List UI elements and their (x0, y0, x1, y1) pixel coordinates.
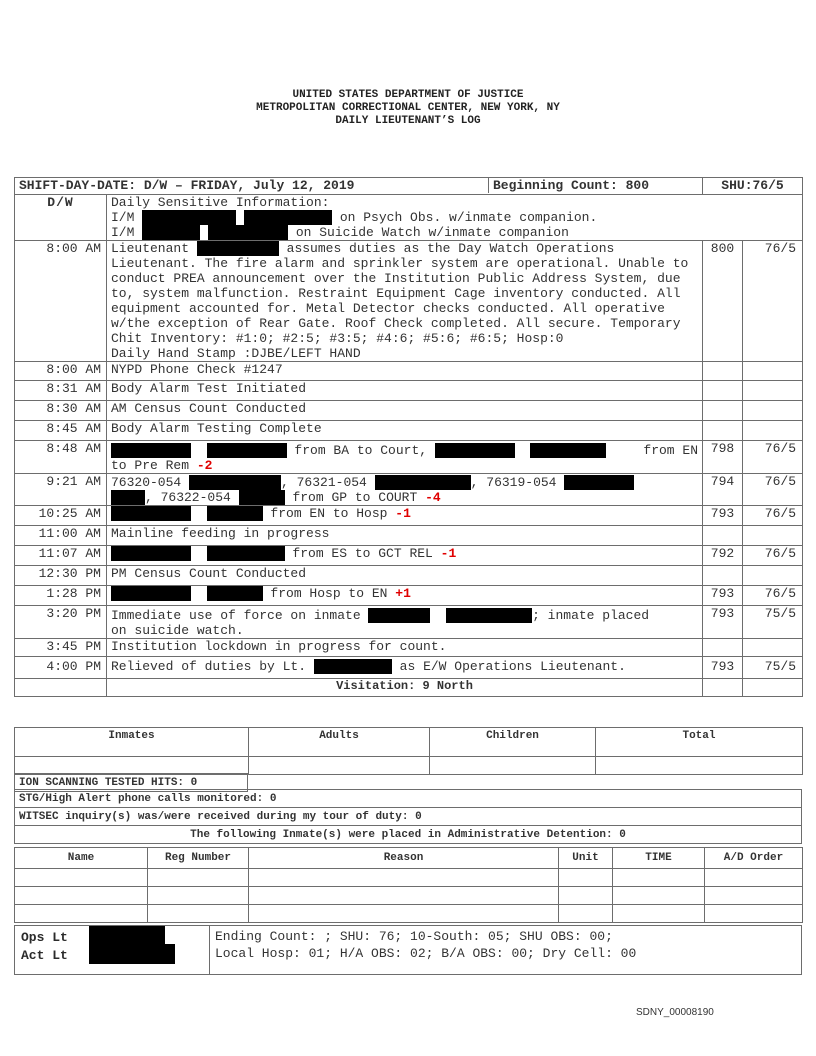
entry-text-part: to Pre Rem (111, 458, 190, 473)
ending-line-2: Local Hosp: 01; H/A OBS: 02; B/A OBS: 00; Dry Cell: 00 (215, 946, 637, 961)
redaction (314, 659, 392, 674)
im-label: I/M (111, 225, 135, 240)
entry-time: 11:00 AM (15, 526, 107, 546)
log-entry (15, 362, 803, 381)
shu-count: SHU:76/5 (703, 178, 803, 195)
entry-text (107, 474, 703, 506)
visitation-cell (15, 757, 249, 775)
entry-text (107, 506, 703, 526)
reg-number: , 76319-054 (470, 475, 557, 490)
log-entry (15, 474, 803, 506)
table-cell (559, 905, 613, 923)
entry-text (107, 586, 703, 606)
entry-text-part: from EN (643, 443, 698, 458)
ending-count (215, 928, 636, 962)
entry-time: 3:20 PM (15, 606, 107, 639)
log-entry (15, 606, 803, 639)
entry-time: 1:28 PM (15, 586, 107, 606)
entry-text: AM Census Count Conducted (107, 401, 703, 421)
admin-detention-table (14, 847, 803, 923)
entry-count (703, 526, 743, 546)
table-cell (705, 869, 803, 887)
log-entry (15, 421, 803, 441)
log-entry (15, 546, 803, 566)
visitation-label: Visitation: 9 North (107, 679, 703, 697)
entry-text (107, 241, 703, 362)
entry-count (703, 401, 743, 421)
im-label: I/M (111, 210, 135, 225)
redaction (435, 443, 515, 458)
redaction (142, 210, 236, 225)
table-cell (559, 887, 613, 905)
table-cell (15, 869, 148, 887)
document-id: SDNY_00008190 (636, 1007, 714, 1018)
entry-count: 794 (703, 474, 743, 506)
header-line-1: UNITED STATES DEPARTMENT OF JUSTICE (292, 89, 524, 101)
footer-box (14, 925, 802, 975)
entry-time: 9:21 AM (15, 474, 107, 506)
redaction (142, 225, 200, 240)
table-cell (249, 887, 559, 905)
entry-shu (743, 566, 803, 586)
entry-count: 793 (703, 506, 743, 526)
entry-count: 792 (703, 546, 743, 566)
table-cell (613, 869, 705, 887)
visitation-row (15, 679, 803, 697)
redaction (111, 546, 191, 561)
entry-shu: 76/5 (743, 586, 803, 606)
redaction (244, 210, 332, 225)
entry-text-part: on suicide watch. (111, 623, 244, 638)
redaction (207, 586, 263, 601)
entry-count: 793 (703, 606, 743, 639)
reg-number: , 76322-054 (145, 490, 231, 505)
entry-time: 4:00 PM (15, 657, 107, 679)
entry-count (703, 639, 743, 657)
entry-shu: 76/5 (743, 506, 803, 526)
count-delta: -4 (425, 490, 441, 505)
count-delta: +1 (395, 586, 411, 601)
entry-text-part: from ES to GCT REL (292, 546, 433, 561)
entry-shu (743, 381, 803, 401)
entry-count: 793 (703, 657, 743, 679)
count-delta: -1 (395, 506, 411, 521)
daily-log-table (14, 177, 803, 697)
redaction (111, 490, 145, 505)
log-entry (15, 639, 803, 657)
entry-shu: 76/5 (743, 546, 803, 566)
visitation-col-total: Total (596, 728, 803, 757)
log-entry (15, 506, 803, 526)
admin-detention-title: The following Inmate(s) were placed in Administrative Detention: 0 (15, 826, 802, 844)
entry-time: 10:25 AM (15, 506, 107, 526)
redaction (207, 443, 287, 458)
visitation-col-children: Children (430, 728, 596, 757)
count-delta: -1 (440, 546, 457, 561)
log-entry (15, 401, 803, 421)
entry-text: NYPD Phone Check #1247 (107, 362, 703, 381)
table-cell (613, 887, 705, 905)
entry-shu (743, 362, 803, 381)
sensitive-info-row (15, 195, 803, 241)
log-entry (15, 381, 803, 401)
entry-time: 3:45 PM (15, 639, 107, 657)
entry-count: 793 (703, 586, 743, 606)
entry-text (107, 606, 703, 639)
redaction (89, 926, 165, 946)
entry-shu: 76/5 (743, 474, 803, 506)
entry-text-part: from GP to COURT (292, 490, 418, 505)
sensitive-title: Daily Sensitive Information: (111, 195, 330, 210)
reg-number: , 76321-054 (281, 475, 367, 490)
redaction (207, 546, 285, 561)
monitoring-table (14, 789, 802, 844)
header-line-3: DAILY LIEUTENANT’S LOG (335, 115, 481, 127)
table-cell (705, 887, 803, 905)
entry-shu: 76/5 (743, 441, 803, 474)
entry-text-part: from EN to Hosp (270, 506, 388, 521)
shift-header-row (15, 178, 803, 195)
table-cell (559, 869, 613, 887)
ion-scanning: ION SCANNING TESTED HITS: 0 (15, 774, 248, 792)
empty-cell (15, 679, 107, 697)
col-reg-number: Reg Number (148, 848, 249, 869)
entry-count (703, 381, 743, 401)
ending-line-1: Ending Count: ; SHU: 76; 10-South: 05; SHU OBS: 00; (215, 929, 613, 944)
visitation-col-adults: Adults (249, 728, 430, 757)
log-entry (15, 566, 803, 586)
redaction (239, 490, 285, 505)
table-cell (249, 905, 559, 923)
entry-count: 798 (703, 441, 743, 474)
table-cell (148, 869, 249, 887)
entry-count (703, 362, 743, 381)
entry-time: 8:00 AM (15, 241, 107, 362)
entry-time: 8:48 AM (15, 441, 107, 474)
entry-time: 8:45 AM (15, 421, 107, 441)
redaction (530, 443, 606, 458)
log-entry (15, 241, 803, 362)
entry-text-part: from BA to Court, (294, 443, 428, 458)
log-entry (15, 526, 803, 546)
entry-text: PM Census Count Conducted (107, 566, 703, 586)
table-cell (705, 905, 803, 923)
document-header (0, 89, 816, 128)
col-ad-order: A/D Order (705, 848, 803, 869)
suicide-watch-text: on Suicide Watch w/inmate companion (295, 225, 569, 240)
entry-text-part: ; inmate placed (532, 608, 650, 623)
act-lt-label: Act Lt (21, 948, 68, 963)
entry-time: 8:30 AM (15, 401, 107, 421)
psych-obs-text: on Psych Obs. w/inmate companion. (339, 210, 598, 225)
redaction (207, 506, 263, 521)
col-name: Name (15, 848, 148, 869)
entry-shu (743, 526, 803, 546)
count-delta: -2 (196, 458, 213, 473)
entry-body: Lieutenant. The fire alarm and sprinkler system are operational. Unable to conduct PREA announcement over the Institution Public Address System, due to, system malfunction. Restraint Equipment Cage inventory conducted. All equipment accounted for. Metal Detector checks conducted. All operative w/the exception of Rear Gate. Roof Check completed. All secure. Temporary Chit Inventory: #1:0; #2:5; #3:5; #4:6; #5:6; #6:5; Hosp:0 (111, 256, 689, 346)
redaction (189, 475, 281, 490)
redaction (111, 506, 191, 521)
redaction (208, 225, 288, 240)
table-cell (15, 905, 148, 923)
entry-text-part: from Hosp to EN (270, 586, 388, 601)
entry-shu: 76/5 (743, 241, 803, 362)
footer-divider (209, 926, 210, 974)
hand-stamp: Daily Hand Stamp :DJBE/LEFT HAND (111, 346, 361, 361)
ops-lt-label: Ops Lt (21, 930, 68, 945)
stg-calls: STG/High Alert phone calls monitored: 0 (15, 790, 802, 808)
header-line-2: METROPOLITAN CORRECTIONAL CENTER, NEW YORK, NY (256, 102, 560, 114)
redaction (197, 241, 279, 256)
col-time: TIME (613, 848, 705, 869)
entry-shu (743, 421, 803, 441)
visitation-cell (596, 757, 803, 775)
shift-day-date: SHIFT-DAY-DATE: D/W – FRIDAY, July 12, 2019 (19, 178, 355, 193)
entry-shu (743, 639, 803, 657)
visitation-table (14, 727, 803, 775)
empty-cell (743, 679, 803, 697)
redaction (375, 475, 471, 490)
table-cell (148, 887, 249, 905)
entry-text: Body Alarm Testing Complete (107, 421, 703, 441)
entry-text: Mainline feeding in progress (107, 526, 703, 546)
sensitive-info (107, 195, 803, 241)
entry-text-part: Immediate use of force on inmate (111, 608, 361, 623)
entry-time: 12:30 PM (15, 566, 107, 586)
entry-shu: 75/5 (743, 657, 803, 679)
sensitive-line-1 (111, 210, 798, 225)
beginning-count: Beginning Count: 800 (488, 178, 702, 193)
table-cell (148, 905, 249, 923)
entry-text-part: Relieved of duties by Lt. (111, 659, 307, 674)
witsec-inquiries: WITSEC inquiry(s) was/were received during my tour of duty: 0 (15, 808, 802, 826)
entry-count: 800 (703, 241, 743, 362)
visitation-cell (249, 757, 430, 775)
dw-label: D/W (15, 195, 107, 241)
redaction (446, 608, 532, 623)
entry-text (107, 441, 703, 474)
col-unit: Unit (559, 848, 613, 869)
redaction (368, 608, 430, 623)
log-entry (15, 586, 803, 606)
col-reason: Reason (249, 848, 559, 869)
visitation-col-inmates: Inmates (15, 728, 249, 757)
entry-count (703, 421, 743, 441)
entry-text: Body Alarm Test Initiated (107, 381, 703, 401)
entry-text: Institution lockdown in progress for count. (107, 639, 703, 657)
table-cell (613, 905, 705, 923)
redaction (564, 475, 634, 490)
empty-cell (703, 679, 743, 697)
table-cell (249, 869, 559, 887)
lieutenant-word: Lieutenant (111, 241, 190, 256)
reg-number: 76320-054 (111, 475, 182, 490)
redaction (89, 944, 175, 964)
visitation-cell (430, 757, 596, 775)
sensitive-line-2 (111, 225, 798, 240)
table-cell (15, 887, 148, 905)
entry-time: 8:31 AM (15, 381, 107, 401)
entry-text (107, 546, 703, 566)
redaction (111, 443, 191, 458)
entry-shu: 75/5 (743, 606, 803, 639)
entry-time: 11:07 AM (15, 546, 107, 566)
entry-time: 8:00 AM (15, 362, 107, 381)
assumes-text: assumes duties as the Day Watch Operations (286, 241, 615, 256)
entry-count (703, 566, 743, 586)
entry-shu (743, 401, 803, 421)
log-entry (15, 657, 803, 679)
log-entry (15, 441, 803, 474)
redaction (111, 586, 191, 601)
entry-text (107, 657, 703, 679)
entry-text-part: as E/W Operations Lieutenant. (399, 659, 626, 674)
